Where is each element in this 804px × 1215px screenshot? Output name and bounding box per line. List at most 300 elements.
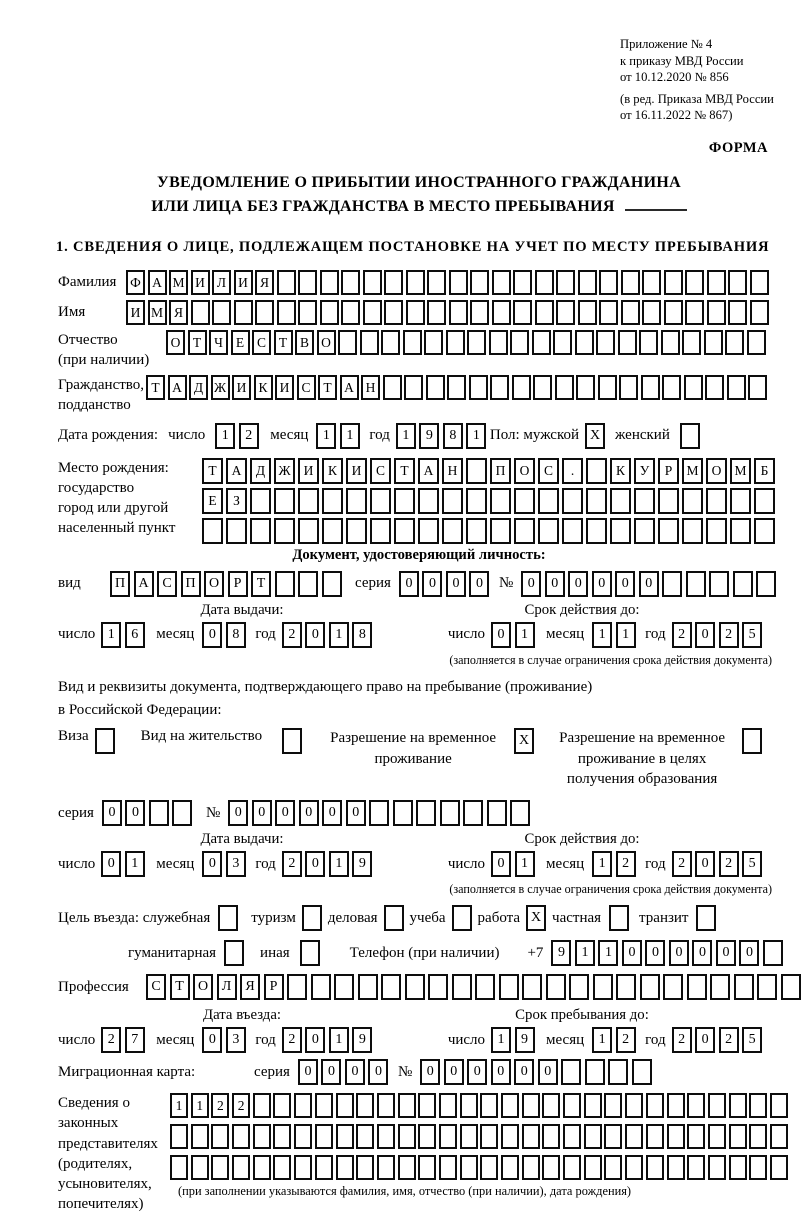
char-cell[interactable] [576,375,595,400]
char-cell[interactable]: И [234,270,253,295]
char-cell[interactable]: С [370,458,391,484]
char-cell[interactable]: 0 [420,1059,440,1085]
char-cell[interactable]: 0 [305,622,325,648]
char-cell[interactable] [538,488,559,514]
char-cell[interactable]: 2 [616,1027,636,1053]
char-cell[interactable] [460,1093,478,1118]
char-cell[interactable]: Т [394,458,415,484]
temp-residence-checkbox[interactable]: X [514,728,534,754]
char-cell[interactable]: Ф [126,270,145,295]
char-cell[interactable] [487,800,507,826]
char-cell[interactable] [708,1093,726,1118]
char-cell[interactable] [556,300,575,325]
char-cell[interactable] [618,330,637,355]
char-cell[interactable]: 0 [228,800,248,826]
char-cell[interactable] [538,518,559,544]
char-cell[interactable]: 0 [322,800,342,826]
char-cell[interactable] [377,1155,395,1180]
char-cell[interactable] [662,571,682,597]
char-cell[interactable] [704,330,723,355]
char-cell[interactable]: П [490,458,511,484]
char-cell[interactable]: С [538,458,559,484]
char-cell[interactable] [275,571,295,597]
char-cell[interactable]: 3 [226,1027,246,1053]
char-cell[interactable] [490,375,509,400]
char-cell[interactable] [575,330,594,355]
char-cell[interactable] [749,1093,767,1118]
char-cell[interactable] [447,375,466,400]
visa-checkbox[interactable] [95,728,115,754]
char-cell[interactable] [729,1093,747,1118]
char-cell[interactable]: 0 [202,1027,222,1053]
char-cell[interactable] [377,1093,395,1118]
char-cell[interactable] [489,330,508,355]
char-cell[interactable] [356,1093,374,1118]
char-cell[interactable] [730,518,751,544]
char-cell[interactable]: П [181,571,201,597]
char-cell[interactable]: О [514,458,535,484]
char-cell[interactable]: Р [658,458,679,484]
char-cell[interactable]: А [134,571,154,597]
char-cell[interactable] [750,270,769,295]
char-cell[interactable] [442,488,463,514]
char-cell[interactable]: М [730,458,751,484]
char-cell[interactable]: Ч [209,330,228,355]
char-cell[interactable]: Т [202,458,223,484]
char-cell[interactable] [642,270,661,295]
char-cell[interactable] [460,1124,478,1149]
char-cell[interactable]: Е [202,488,223,514]
char-cell[interactable] [685,270,704,295]
char-cell[interactable] [586,488,607,514]
char-cell[interactable] [687,1093,705,1118]
char-cell[interactable]: К [322,458,343,484]
char-cell[interactable] [599,300,618,325]
char-cell[interactable]: 1 [329,1027,349,1053]
char-cell[interactable] [298,571,318,597]
char-cell[interactable]: 3 [226,851,246,877]
char-cell[interactable] [754,488,775,514]
char-cell[interactable] [253,1155,271,1180]
char-cell[interactable] [561,1059,581,1085]
char-cell[interactable] [315,1093,333,1118]
char-cell[interactable] [586,458,607,484]
temp-residence-edu-checkbox[interactable] [742,728,762,754]
char-cell[interactable]: Т [274,330,293,355]
char-cell[interactable] [646,1155,664,1180]
char-cell[interactable] [662,375,681,400]
char-cell[interactable] [467,330,486,355]
char-cell[interactable] [202,518,223,544]
char-cell[interactable]: И [191,270,210,295]
char-cell[interactable] [358,974,378,1000]
char-cell[interactable]: 0 [491,622,511,648]
char-cell[interactable] [510,800,530,826]
char-cell[interactable]: З [226,488,247,514]
char-cell[interactable] [708,1124,726,1149]
char-cell[interactable] [578,300,597,325]
char-cell[interactable] [446,330,465,355]
char-cell[interactable] [616,974,636,1000]
purpose-private-checkbox[interactable] [609,905,629,931]
char-cell[interactable] [439,1155,457,1180]
char-cell[interactable]: И [275,375,294,400]
char-cell[interactable]: 1 [340,423,360,449]
char-cell[interactable] [621,300,640,325]
char-cell[interactable] [490,488,511,514]
purpose-business-checkbox[interactable] [384,905,404,931]
char-cell[interactable] [211,1155,229,1180]
char-cell[interactable]: 0 [444,1059,464,1085]
char-cell[interactable] [273,1093,291,1118]
purpose-transit-checkbox[interactable] [696,905,716,931]
char-cell[interactable] [522,1093,540,1118]
char-cell[interactable] [418,1093,436,1118]
char-cell[interactable] [621,270,640,295]
char-cell[interactable]: 0 [345,1059,365,1085]
char-cell[interactable]: А [148,270,167,295]
char-cell[interactable]: 0 [321,1059,341,1085]
char-cell[interactable] [452,974,472,1000]
char-cell[interactable]: 2 [672,1027,692,1053]
char-cell[interactable] [418,1124,436,1149]
char-cell[interactable] [212,300,231,325]
char-cell[interactable] [513,270,532,295]
char-cell[interactable]: 1 [125,851,145,877]
char-cell[interactable] [492,270,511,295]
char-cell[interactable] [748,375,767,400]
char-cell[interactable] [149,800,169,826]
char-cell[interactable]: Е [231,330,250,355]
char-cell[interactable] [546,974,566,1000]
char-cell[interactable] [274,488,295,514]
char-cell[interactable] [253,1124,271,1149]
char-cell[interactable]: 0 [346,800,366,826]
char-cell[interactable] [427,300,446,325]
char-cell[interactable] [255,300,274,325]
char-cell[interactable] [274,518,295,544]
char-cell[interactable] [687,1155,705,1180]
char-cell[interactable]: 0 [615,571,635,597]
char-cell[interactable] [341,270,360,295]
char-cell[interactable] [578,270,597,295]
char-cell[interactable]: 5 [742,851,762,877]
char-cell[interactable] [384,270,403,295]
char-cell[interactable]: 2 [211,1093,229,1118]
char-cell[interactable] [586,518,607,544]
char-cell[interactable]: О [317,330,336,355]
char-cell[interactable] [480,1124,498,1149]
char-cell[interactable] [658,518,679,544]
char-cell[interactable]: И [298,458,319,484]
char-cell[interactable]: М [148,300,167,325]
char-cell[interactable] [172,800,192,826]
char-cell[interactable]: 1 [396,423,416,449]
char-cell[interactable] [625,1093,643,1118]
char-cell[interactable] [405,974,425,1000]
char-cell[interactable]: 0 [622,940,642,966]
char-cell[interactable] [610,488,631,514]
char-cell[interactable] [490,518,511,544]
char-cell[interactable] [393,800,413,826]
char-cell[interactable] [449,270,468,295]
char-cell[interactable] [562,488,583,514]
char-cell[interactable] [555,375,574,400]
char-cell[interactable] [191,1124,209,1149]
char-cell[interactable] [596,330,615,355]
char-cell[interactable]: С [146,974,166,1000]
char-cell[interactable] [542,1093,560,1118]
char-cell[interactable] [294,1124,312,1149]
char-cell[interactable] [253,1093,271,1118]
char-cell[interactable] [273,1155,291,1180]
char-cell[interactable] [522,1155,540,1180]
char-cell[interactable] [584,1155,602,1180]
char-cell[interactable] [346,518,367,544]
char-cell[interactable] [449,300,468,325]
char-cell[interactable] [727,375,746,400]
char-cell[interactable] [298,518,319,544]
sex-male-checkbox[interactable]: X [585,423,605,449]
char-cell[interactable] [598,375,617,400]
char-cell[interactable] [315,1155,333,1180]
char-cell[interactable] [298,488,319,514]
char-cell[interactable] [466,518,487,544]
char-cell[interactable] [439,1093,457,1118]
char-cell[interactable] [599,270,618,295]
char-cell[interactable] [398,1093,416,1118]
char-cell[interactable] [427,270,446,295]
purpose-study-checkbox[interactable] [452,905,472,931]
char-cell[interactable] [706,518,727,544]
char-cell[interactable]: А [226,458,247,484]
char-cell[interactable]: 9 [352,851,372,877]
char-cell[interactable] [424,330,443,355]
char-cell[interactable]: 0 [252,800,272,826]
char-cell[interactable] [418,1155,436,1180]
char-cell[interactable] [563,1093,581,1118]
char-cell[interactable] [770,1155,788,1180]
char-cell[interactable]: А [340,375,359,400]
char-cell[interactable]: Т [146,375,165,400]
char-cell[interactable] [191,300,210,325]
char-cell[interactable]: 1 [191,1093,209,1118]
char-cell[interactable] [426,375,445,400]
char-cell[interactable] [686,571,706,597]
char-cell[interactable]: 2 [719,851,739,877]
char-cell[interactable] [501,1124,519,1149]
char-cell[interactable] [315,1124,333,1149]
char-cell[interactable] [514,518,535,544]
char-cell[interactable]: 2 [672,622,692,648]
char-cell[interactable]: 2 [719,1027,739,1053]
char-cell[interactable]: 1 [592,851,612,877]
char-cell[interactable]: 1 [598,940,618,966]
char-cell[interactable]: 9 [352,1027,372,1053]
char-cell[interactable] [522,1124,540,1149]
char-cell[interactable]: 1 [170,1093,188,1118]
char-cell[interactable] [728,300,747,325]
char-cell[interactable]: А [418,458,439,484]
char-cell[interactable] [404,375,423,400]
char-cell[interactable]: 0 [202,622,222,648]
char-cell[interactable]: 9 [515,1027,535,1053]
char-cell[interactable] [442,518,463,544]
char-cell[interactable] [682,518,703,544]
char-cell[interactable]: 8 [226,622,246,648]
char-cell[interactable] [542,1124,560,1149]
char-cell[interactable] [406,300,425,325]
char-cell[interactable]: 0 [469,571,489,597]
char-cell[interactable] [642,300,661,325]
char-cell[interactable]: 0 [692,940,712,966]
char-cell[interactable] [781,974,801,1000]
char-cell[interactable]: 1 [329,622,349,648]
char-cell[interactable]: 1 [316,423,336,449]
char-cell[interactable]: 0 [538,1059,558,1085]
char-cell[interactable] [749,1155,767,1180]
char-cell[interactable] [277,300,296,325]
char-cell[interactable]: 1 [491,1027,511,1053]
char-cell[interactable] [563,1155,581,1180]
char-cell[interactable] [522,974,542,1000]
char-cell[interactable] [619,375,638,400]
char-cell[interactable] [729,1155,747,1180]
char-cell[interactable]: 1 [515,851,535,877]
char-cell[interactable] [625,1124,643,1149]
char-cell[interactable] [334,974,354,1000]
char-cell[interactable] [492,300,511,325]
char-cell[interactable] [770,1093,788,1118]
char-cell[interactable] [377,1124,395,1149]
char-cell[interactable] [584,1093,602,1118]
purpose-work-checkbox[interactable]: X [526,905,546,931]
char-cell[interactable]: 0 [568,571,588,597]
char-cell[interactable]: 6 [125,622,145,648]
char-cell[interactable] [709,571,729,597]
char-cell[interactable]: К [254,375,273,400]
char-cell[interactable] [406,270,425,295]
char-cell[interactable] [682,488,703,514]
char-cell[interactable] [398,1124,416,1149]
char-cell[interactable]: 2 [672,851,692,877]
char-cell[interactable]: 9 [551,940,571,966]
char-cell[interactable] [170,1124,188,1149]
char-cell[interactable] [398,1155,416,1180]
char-cell[interactable]: О [204,571,224,597]
char-cell[interactable]: 0 [669,940,689,966]
char-cell[interactable]: К [610,458,631,484]
char-cell[interactable] [708,1155,726,1180]
char-cell[interactable] [232,1155,250,1180]
char-cell[interactable] [658,488,679,514]
char-cell[interactable] [336,1093,354,1118]
purpose-humanitarian-checkbox[interactable] [224,940,244,966]
char-cell[interactable] [750,300,769,325]
char-cell[interactable] [475,974,495,1000]
char-cell[interactable]: Д [189,375,208,400]
char-cell[interactable] [469,375,488,400]
char-cell[interactable]: 8 [443,423,463,449]
char-cell[interactable] [510,330,529,355]
char-cell[interactable]: 0 [305,1027,325,1053]
char-cell[interactable]: 0 [101,851,121,877]
purpose-official-checkbox[interactable] [218,905,238,931]
char-cell[interactable] [463,800,483,826]
char-cell[interactable]: 1 [329,851,349,877]
char-cell[interactable] [729,1124,747,1149]
char-cell[interactable]: 0 [592,571,612,597]
char-cell[interactable] [234,300,253,325]
char-cell[interactable] [383,375,402,400]
char-cell[interactable]: И [126,300,145,325]
char-cell[interactable]: 0 [102,800,122,826]
char-cell[interactable]: Р [264,974,284,1000]
char-cell[interactable] [604,1093,622,1118]
char-cell[interactable] [466,458,487,484]
char-cell[interactable]: 7 [125,1027,145,1053]
char-cell[interactable] [535,270,554,295]
char-cell[interactable] [356,1124,374,1149]
char-cell[interactable] [535,300,554,325]
char-cell[interactable] [706,488,727,514]
char-cell[interactable] [667,1155,685,1180]
char-cell[interactable]: Т [251,571,271,597]
char-cell[interactable] [757,974,777,1000]
char-cell[interactable]: 0 [446,571,466,597]
char-cell[interactable] [512,375,531,400]
char-cell[interactable] [232,1124,250,1149]
char-cell[interactable]: 0 [399,571,419,597]
char-cell[interactable] [770,1124,788,1149]
char-cell[interactable]: 2 [282,1027,302,1053]
char-cell[interactable]: Я [169,300,188,325]
char-cell[interactable] [585,1059,605,1085]
char-cell[interactable]: 0 [695,1027,715,1053]
char-cell[interactable] [287,974,307,1000]
char-cell[interactable] [725,330,744,355]
char-cell[interactable] [320,300,339,325]
char-cell[interactable]: У [634,458,655,484]
char-cell[interactable]: Т [170,974,190,1000]
char-cell[interactable] [277,270,296,295]
char-cell[interactable]: 1 [616,622,636,648]
char-cell[interactable]: Я [255,270,274,295]
sex-female-checkbox[interactable] [680,423,700,449]
char-cell[interactable] [170,1155,188,1180]
char-cell[interactable] [728,270,747,295]
char-cell[interactable]: 2 [719,622,739,648]
char-cell[interactable] [664,270,683,295]
char-cell[interactable] [298,300,317,325]
char-cell[interactable] [250,488,271,514]
char-cell[interactable] [418,518,439,544]
char-cell[interactable] [460,1155,478,1180]
char-cell[interactable] [501,1093,519,1118]
char-cell[interactable] [428,974,448,1000]
char-cell[interactable] [470,270,489,295]
char-cell[interactable] [763,940,783,966]
char-cell[interactable]: 0 [299,800,319,826]
char-cell[interactable]: 0 [422,571,442,597]
char-cell[interactable] [439,1124,457,1149]
char-cell[interactable]: М [682,458,703,484]
char-cell[interactable] [363,270,382,295]
char-cell[interactable] [604,1124,622,1149]
residence-permit-checkbox[interactable] [282,728,302,754]
char-cell[interactable] [273,1124,291,1149]
char-cell[interactable]: В [295,330,314,355]
